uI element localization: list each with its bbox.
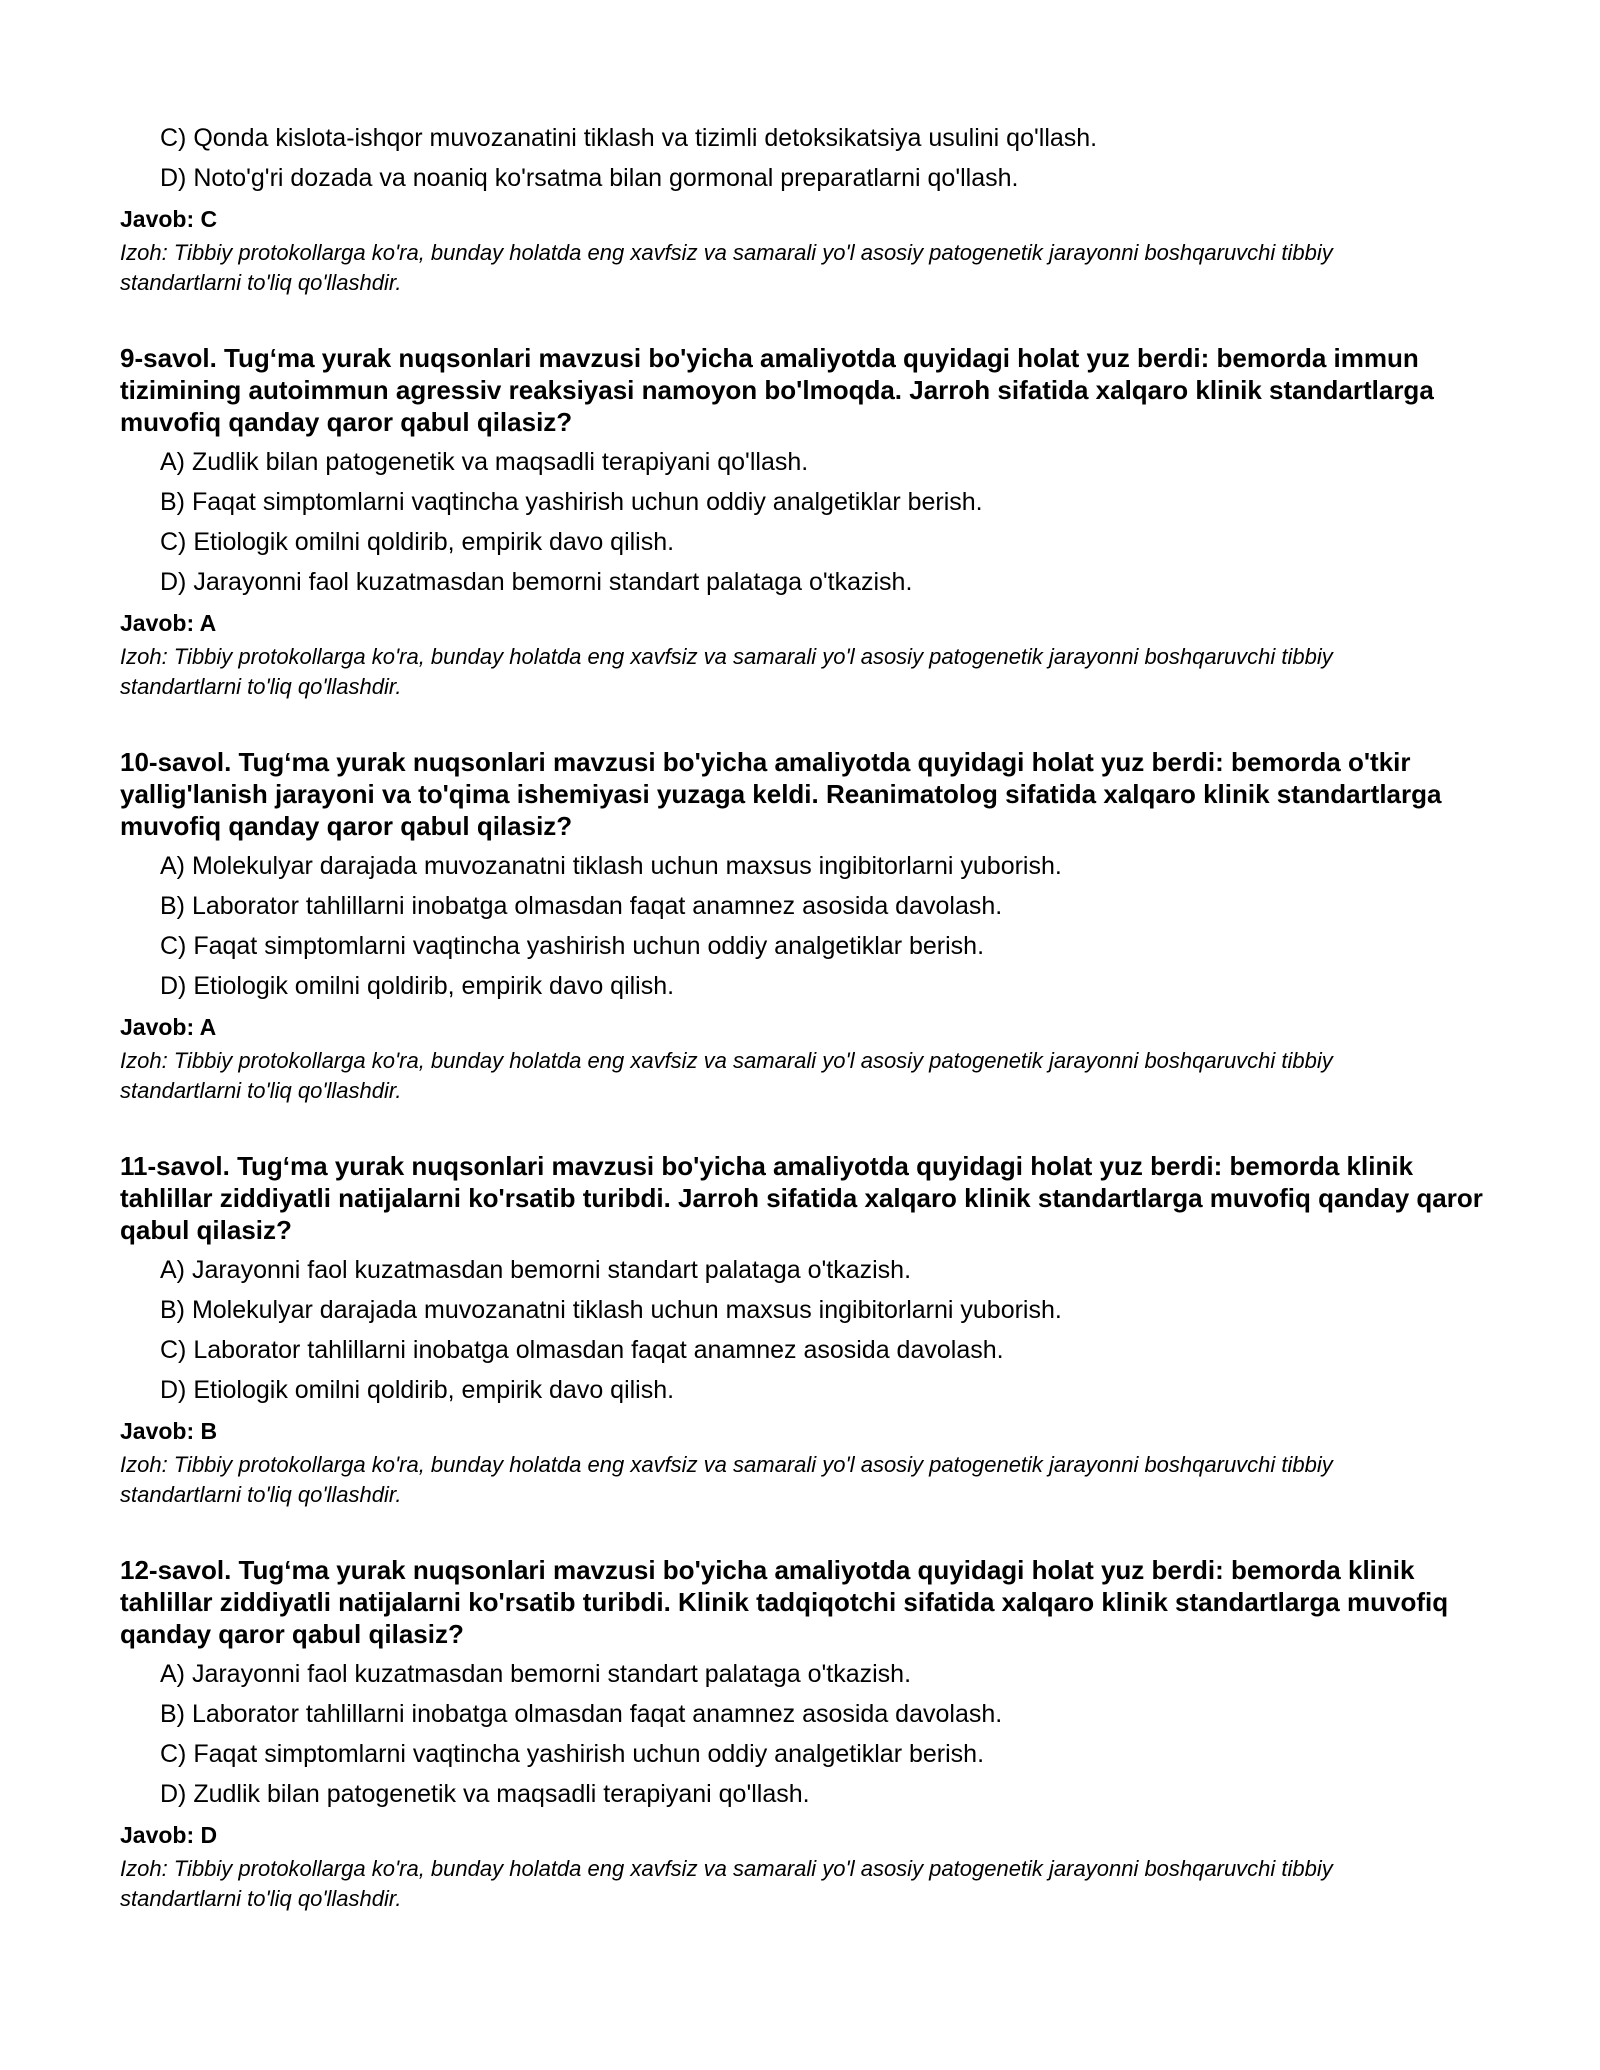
option-a: A) Molekulyar darajada muvozanatni tiklash uchun maxsus ingibitorlarni yuborish. (160, 852, 1062, 880)
question-title: 12-savol. Tug‘ma yurak nuqsonlari mavzusi bo'yicha amaliyotda quyidagi holat yuz berdi: bemorda klinik tahlillar ziddiyatli natijalarni ko'rsatib turibdi. Klinik tadqiqotchi sifatida xalqaro klinik standartlarga muvofiq qanday qaror qabul qilasiz? (120, 1555, 1449, 1649)
option-c: C) Etiologik omilni qoldirib, empirik davo qilish. (160, 528, 675, 556)
explanation-note: Izoh: Tibbiy protokollarga ko'ra, bunday holatda eng xavfsiz va samarali yo'l asosiy patogenetik jarayonni boshqaruvchi tibbiy standartlarni to'liq qo'llashdir. (120, 240, 1333, 295)
answer-label: Javob: B (120, 1418, 218, 1444)
option-c: C) Faqat simptomlarni vaqtincha yashirish uchun oddiy analgetiklar berish. (160, 1740, 985, 1768)
option-c: C) Laborator tahlillarni inobatga olmasdan faqat anamnez asosida davolash. (160, 1336, 1004, 1364)
answer-label: Javob: A (120, 610, 217, 636)
option-b: B) Laborator tahlillarni inobatga olmasdan faqat anamnez asosida davolash. (160, 892, 1003, 920)
option-a: A) Zudlik bilan patogenetik va maqsadli terapiyani qo'llash. (160, 448, 809, 476)
option-a: A) Jarayonni faol kuzatmasdan bemorni standart palataga o'tkazish. (160, 1256, 912, 1284)
question-block-11 (120, 1150, 1500, 1510)
option-b: B) Molekulyar darajada muvozanatni tiklash uchun maxsus ingibitorlarni yuborish. (160, 1296, 1062, 1324)
option-d: D) Etiologik omilni qoldirib, empirik davo qilish. (160, 972, 675, 1000)
question-title: 11-savol. Tug‘ma yurak nuqsonlari mavzusi bo'yicha amaliyotda quyidagi holat yuz berdi: bemorda klinik tahlillar ziddiyatli natijalarni ko'rsatib turibdi. Jarroh sifatida xalqaro klinik standartlarga muvofiq qanday qaror qabul qilasiz? (120, 1151, 1483, 1245)
question-block-9 (120, 342, 1500, 702)
option-c: C) Qonda kislota-ishqor muvozanatini tiklash va tizimli detoksikatsiya usulini qo'llash. (160, 124, 1098, 152)
explanation-note: Izoh: Tibbiy protokollarga ko'ra, bunday holatda eng xavfsiz va samarali yo'l asosiy patogenetik jarayonni boshqaruvchi tibbiy standartlarni to'liq qo'llashdir. (120, 1048, 1333, 1103)
question-block-12 (120, 1554, 1500, 1914)
explanation-note: Izoh: Tibbiy protokollarga ko'ra, bunday holatda eng xavfsiz va samarali yo'l asosiy patogenetik jarayonni boshqaruvchi tibbiy standartlarni to'liq qo'llashdir. (120, 1452, 1333, 1507)
question-title: 9-savol. Tug‘ma yurak nuqsonlari mavzusi bo'yicha amaliyotda quyidagi holat yuz berdi: bemorda immun tizimining autoimmun agressiv reaksiyasi namoyon bo'lmoqda. Jarroh sifatida xalqaro klinik standartlarga muvofiq qanday qaror qabul qilasiz? (120, 343, 1434, 437)
option-d: D) Zudlik bilan patogenetik va maqsadli terapiyani qo'llash. (160, 1780, 810, 1808)
question-block-10 (120, 746, 1500, 1106)
option-a: A) Jarayonni faol kuzatmasdan bemorni standart palataga o'tkazish. (160, 1660, 912, 1688)
answer-label: Javob: D (120, 1822, 218, 1848)
option-d: D) Noto'g'ri dozada va noaniq ko'rsatma bilan gormonal preparatlarni qo'llash. (160, 164, 1019, 192)
answer-label: Javob: A (120, 1014, 217, 1040)
question-8-continuation (120, 118, 1500, 298)
option-d: D) Etiologik omilni qoldirib, empirik davo qilish. (160, 1376, 675, 1404)
option-c: C) Faqat simptomlarni vaqtincha yashirish uchun oddiy analgetiklar berish. (160, 932, 985, 960)
option-d: D) Jarayonni faol kuzatmasdan bemorni standart palataga o'tkazish. (160, 568, 913, 596)
explanation-note: Izoh: Tibbiy protokollarga ko'ra, bunday holatda eng xavfsiz va samarali yo'l asosiy patogenetik jarayonni boshqaruvchi tibbiy standartlarni to'liq qo'llashdir. (120, 1856, 1333, 1911)
question-title: 10-savol. Tug‘ma yurak nuqsonlari mavzusi bo'yicha amaliyotda quyidagi holat yuz berdi: bemorda o'tkir yallig'lanish jarayoni va to'qima ishemiyasi yuzaga keldi. Reanimatolog sifatida xalqaro klinik standartlarga muvofiq qanday qaror qabul qilasiz? (120, 747, 1442, 841)
document-page (120, 118, 1500, 1914)
option-b: B) Laborator tahlillarni inobatga olmasdan faqat anamnez asosida davolash. (160, 1700, 1003, 1728)
answer-label: Javob: C (120, 206, 218, 232)
explanation-note: Izoh: Tibbiy protokollarga ko'ra, bunday holatda eng xavfsiz va samarali yo'l asosiy patogenetik jarayonni boshqaruvchi tibbiy standartlarni to'liq qo'llashdir. (120, 644, 1333, 699)
option-b: B) Faqat simptomlarni vaqtincha yashirish uchun oddiy analgetiklar berish. (160, 488, 983, 516)
